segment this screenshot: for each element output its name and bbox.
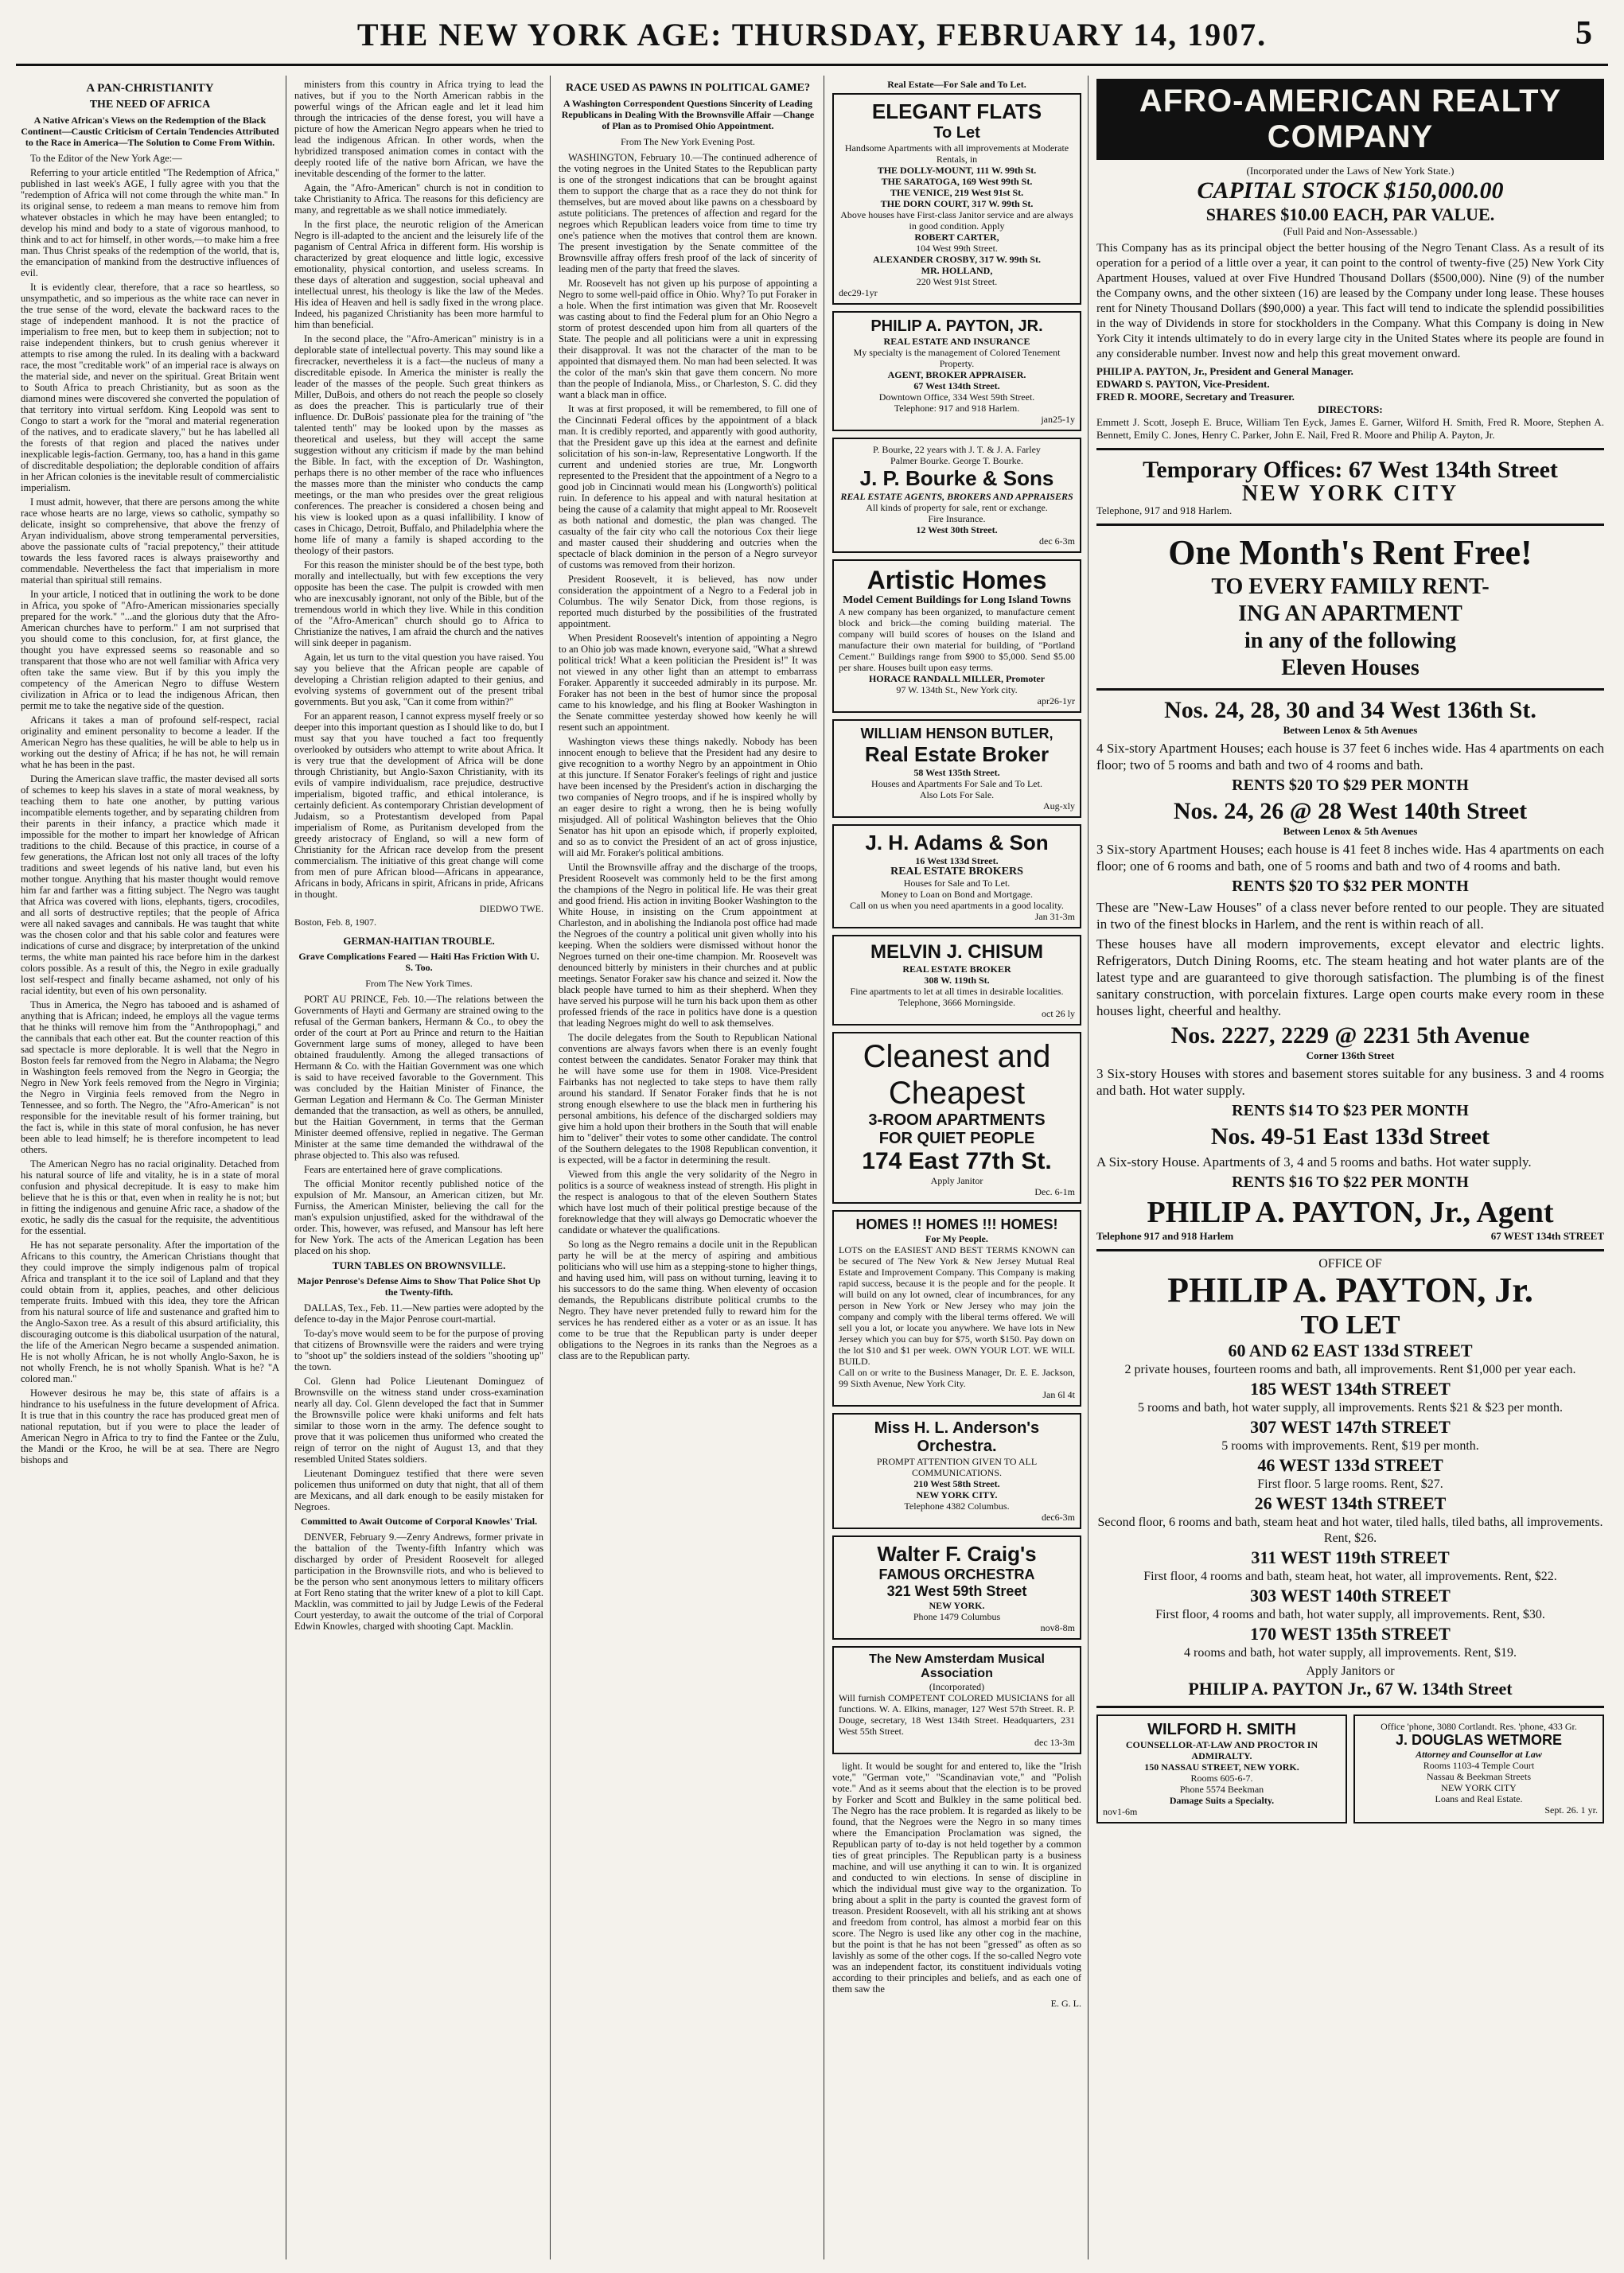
ad-line: 16 West 133d Street. (915, 855, 999, 866)
dateline: Boston, Feb. 8, 1907. (294, 917, 377, 928)
ad-heading: J. P. Bourke & Sons (859, 466, 1054, 490)
realty-banner: AFRO-AMERICAN REALTY COMPANY (1096, 79, 1604, 160)
apply-note: Apply Janitors or (1306, 1664, 1395, 1678)
company-intro: This Company has as its principal object the better housing of the Negro Tenant Class. As a result of its operation for a period of a little over a year, it can point to the control of twenty-five (25) New York City Apartment Houses, valued at over Five Hundred Thousand Dollars ($500,000). Nine (9) of the number the Company owns, and the other sixteen (16) are leased by the Company under long lease. These houses rent for Ninety Thousand Dollars ($90,000) a year. This fact will tend to indicate the splendid possibilities in the way of Dividends in store for stockholders in the Company. What this Company is doing in New York City it intends ultimately to do in every large city in the United States where its people are found in any considerable number. Invest now and help this great movement onward. (1096, 242, 1604, 360)
new-law-note: These are "New-Law Houses" of a class never before rented to our people. They are situated in two of the finest blocks in Harlem, and the rent is within reach of all. (1096, 900, 1604, 932)
tolet-description: First floor. 5 large rooms. Rent, $27. (1257, 1477, 1443, 1491)
ad-line: Damage Suits a Specialty. (1169, 1795, 1275, 1806)
phone: Telephone, 917 and 918 Harlem. (1096, 504, 1233, 516)
paragraph: President Roosevelt, it is believed, has now under consideration the appointment of a Negro to a Federal job in Columbus. The wily Senator Dick, from those regions, is reported much disturbed by the possibilities of the frustrated appointment. (559, 574, 817, 629)
ad-line: All kinds of property for sale, rent or exchange. (866, 502, 1048, 513)
paragraph: However desirous he may be, this state of affairs is a hindrance to his usefulness in the future development of Africa. It is true that in this country the race has produced great men of national reputation, but if you were to place the leader of American Negro in Africa to try to find the Fantee or the Zulu, the Mandi or the Kroo, he will be at sea. There are Negro bishops and (21, 1388, 279, 1465)
paragraph: Thus in America, the Negro has tabooed and is ashamed of anything that is African; indeed, he employs all the vague terms that he thinks will remove him from the "Anthropophagi," and the cannibals that each other eat. But the counter reaction of this sad spectacle is more deplorable. It is well that the Negro in Boston feels far removed from the Negro in Alabama; the Negro in Washington feels removed from the Negro in Georgia; the Negro in New York feels removed from the Negro in Virginia; the Negro in Virginia feels removed from the Negro in Tennessee, and so forth. The Negro, the "Afro-American" is not responsible for the inevitable result of his former training, but the fact is, while in this state of moral confusion, he has never been able to lead himself; he is therefore incompetent to lead others. (21, 999, 279, 1155)
officer: PHILIP A. PAYTON, Jr., President and General Manager. (1096, 365, 1353, 377)
section-label: Real Estate—For Sale and To Let. (887, 79, 1026, 90)
ad-line: NEW YORK. (929, 1600, 985, 1611)
listing-description: 3 Six-story Apartment Houses; each house is 41 feet 8 inches wide. Has 4 apartments on each floor; one of 6 rooms and bath, one of 5 rooms and bath and two of 4 rooms and bath. (1096, 842, 1604, 874)
ad-code: nov8-8m (1040, 1622, 1075, 1633)
column-2 (288, 76, 551, 2259)
masthead-title: THE NEW YORK AGE: THURSDAY, FEBRUARY 14, 1907. (356, 17, 1268, 53)
ad-subheading: COUNSELLOR-AT-LAW AND PROCTOR IN ADMIRALTY. (1125, 1739, 1318, 1761)
ad-subheading: REAL ESTATE BROKER (902, 963, 1011, 975)
tolet-address: 307 WEST 147th STREET (1250, 1417, 1451, 1437)
ad-line: PROMPT ATTENTION GIVEN TO ALL COMMUNICATIONS. (876, 1456, 1038, 1478)
ad-subheading: Model Cement Buildings for Long Island Towns (843, 594, 1071, 606)
paragraph: So long as the Negro remains a docile unit in the Republican party he will be at the mercy of aspiring and ambitious politicians who will use him as a stepping-stone to higher things, and having used him, will pass on without turning, leaving it to his successors to do the same thing. When eleventy of occasion demands, the Republicans distribute political crumbs to the Negro. They have never pretended fully to reward him for the services he has rendered either as a voter or as an issue. It has come to be true that the Republican party is under deeper obligations to the Negroes in its ranks than the Negroes as a class are to the Republican party. (559, 1239, 817, 1361)
paragraph: DENVER, February 9.—Zenry Andrews, former private in the battalion of the Twenty-fifth Infantry which was discharged by order of President Roosevelt for alleged participation in the Brownsville riots, and who is believed to be the person who sent anonymous letters to military officers at Fort Reno stating that the writer knew of a plot to kill Capt. Macklin, was committed to jail by Judge Lewis of the Federal Court yesterday, to await the outcome of the trial of Corporal Edwin Knowles, charged with shooting Capt. Macklin. (294, 1532, 543, 1632)
ad-elegant-flats (832, 93, 1081, 305)
paragraph: It is evidently clear, therefore, that a race so heartless, so unsympathetic, and so imperious as the white race can never in the true sense of the word, elevate the backward races to the stage of independent manhood. It is not the practice of imperialism to free men, but to keep them in subjection; not to raise independent thinkers, but to crush genius wherever it attempts to rise among the ruled. In its dealing with a backward race, the most "creditable work" of an imperial race is always on the material side, and never on the spiritual. Great Britain went to South Africa to preach Christianity, but as soon as the diamond mines were discovered she converted the population of that territory into virtual serfdom. King Leopold was sent to Congo to start a work for the "moral and material regeneration of the natives, and to eradicate slavery," but he has labelled all the forests of that region and placed the natives under inexplicable legis-faction. Germany, too, has a hand in this game of discreditable despoliation; the deplorable condition of affairs in her African colonies is the inevitable result of commercialistic imperialism. (21, 282, 279, 493)
listing-between: Corner 136th Street (1306, 1049, 1395, 1061)
ad-line: THE VENICE, 219 West 91st St. (890, 187, 1024, 198)
ad-code: nov1-6m (1103, 1806, 1138, 1817)
listing-address: Nos. 2227, 2229 @ 2231 5th Avenue (1170, 1022, 1530, 1049)
ad-text: Will furnish COMPETENT COLORED MUSICIANS for all functions. W. A. Elkins, manager, 127 West 57th Street. R. P. Douge, secretary, 18 West 134th Street. Headquarters, 231 West 55th Street. (839, 1692, 1075, 1737)
ad-line: Fine apartments to let at all times in desirable localities. (850, 986, 1064, 997)
paragraph: Col. Glenn had Police Lieutenant Dominguez of Brownsville on the witness stand under cross-examination nearly all day. Col. Glenn developed the fact that in Summer the Brownsville police were khaki uniforms and felt hats similar to those worn in the army. The defence sought to prove that it was policemen thus uniformed who created the reign of terror on the night of August 13, and that they resembled United States soldiers. (294, 1376, 543, 1465)
page-number: 5 (1575, 15, 1592, 52)
ad-line: NEW YORK CITY (1441, 1782, 1517, 1793)
shares: SHARES $10.00 EACH, PAR VALUE. (1205, 204, 1495, 224)
paragraph: In your article, I noticed that in outlining the work to be done in Africa, you spoke of "Afro-American missionaries specially prepared for the work." "...and the glorious duty that the Afro-American churches have to perform." I am not surprised that you should come to this conclusion, for, at first glance, the thought you have expressed seems so reasonable and so transparent that those who are not well familiar with Africa very often take the same view. But if by this you imply the competency of the American Negro to diffuse Western civilization in Africa or to lead the indigenous African, then permit me to take the negative side of the question. (21, 589, 279, 711)
ad-line: 97 W. 134th St., New York city. (896, 684, 1018, 695)
agent-phone: Telephone 917 and 918 Harlem (1096, 1230, 1234, 1242)
tolet-description: 5 rooms with improvements. Rent, $19 per month. (1221, 1439, 1479, 1453)
to-let: TO LET (1300, 1310, 1400, 1340)
ad-line: Telephone, 3666 Morningside. (898, 997, 1016, 1008)
listing-rent: RENTS $16 TO $22 PER MONTH (1232, 1173, 1469, 1191)
paragraph: When President Roosevelt's intention of appointing a Negro to an Ohio job was made known, everyone said, "What a shrewd political trick! What a keen politician the President is!" It was not viewed in any other light than an attempt to embarrass Foraker. Apparently it succeeded admirably in its purpose. Mr. Foraker has not been in the best of humor since the proposal came to his knowledge, and his fling at Booker Washington in the Senate committee yesterday showed how keenly he will resent such an appointment. (559, 632, 817, 733)
article-heading: A PAN-CHRISTIANITY (86, 82, 214, 95)
ad-chisum (832, 935, 1081, 1026)
ad-line: THE DOLLY-MOUNT, 111 W. 99th St. (877, 165, 1037, 176)
tolet-address: 170 WEST 135th STREET (1250, 1624, 1451, 1644)
article-heading: TURN TABLES ON BROWNSVILLE. (332, 1259, 506, 1271)
paragraph: Again, let us turn to the vital question you have raised. You say you believe that the African people are capable of developing a Christian religion adapted to their genius, and evolving systems of government out of the present tribal governments. But you ask, "Can it come from within?" (294, 652, 543, 707)
ad-line: ROBERT CARTER, (914, 232, 999, 243)
paragraph: Again, the "Afro-American" church is not in condition to take Christianity to Africa. The reasons for this deficiency are many, and regrettable as we shall notice immediately. (294, 182, 543, 216)
ad-heading: Artistic Homes (867, 566, 1047, 594)
tolet-description: 2 private houses, fourteen rooms and bath, all improvements. Rent $1,000 per year each. (1124, 1363, 1576, 1376)
ad-heading: Miss H. L. Anderson's Orchestra. (874, 1419, 1040, 1455)
ad-line: Palmer Bourke. George T. Bourke. (890, 455, 1023, 466)
paragraph: For this reason the minister should be of the best type, both morally and intellectually, but with few exceptions the very opposite has been the case. The pulpit is crowded with men who are inexcusably ignorant, not only of the Bible, but of the tremendous world in which they live. While in this condition of the "Afro-American" church should go to Africa to Christianize the natives, I am afraid the church and the natives will sink deeper in paganism. (294, 559, 543, 648)
ad-subheading: FOR QUIET PEOPLE (878, 1130, 1035, 1147)
temporary-offices: Temporary Offices: 67 West 134th Street (1143, 457, 1558, 483)
ad-line: Nassau & Beekman Streets (1427, 1771, 1531, 1782)
ad-homes (832, 1210, 1081, 1407)
capital-stock: CAPITAL STOCK $150,000.00 (1197, 177, 1504, 204)
paragraph: ministers from this country in Africa trying to lead the natives, but if you to the North American rabbis in the powerful wings of the African eagle and let it lead him through the intricacies of the dense forest, you will have a picture of how the American Negro appears when he tried to lead the indigenous African. In other words, when the hybridized transposed animation comes in contact with the deeply rooted life of the native born African, we have the inevitable descending of the former to the latter. (294, 79, 543, 179)
paragraph: Referring to your article entitled "The Redemption of Africa," published in last week's AGE, I fully agree with you that the "redemption of Africa will not come through the white man." In its original sense, to redeem a man means to remove him from whatever obstacles in which he may have been entangled; to develop his mind and body to a state of vigorous manhood, to think and to act for himself, in other words,—to make him a free man. Thus Christ speaks of the redemption of the world, that is, the emancipation of mankind from the destructive influences of evil. (21, 167, 279, 278)
ad-text: Call on or write to the Business Manager, Dr. E. E. Jackson, 99 Sixth Avenue, New York City. (839, 1367, 1075, 1389)
rent-free-line: in any of the following (1244, 629, 1457, 653)
article-deck: Grave Complications Feared — Haiti Has Friction With U. S. Too. (298, 951, 539, 973)
tolet-address: 46 WEST 133d STREET (1257, 1455, 1443, 1475)
ad-code: dec6-3m (1042, 1512, 1075, 1523)
paragraph: He has not separate personality. After the importation of the Africans to this country, the American Christians thought that they could improve the simply indigenous palm of tropical Africa and transplant it to the ice soil of Lapland and that they could obtain from it, applies, peaches, and other delicious temperate fruits. Imbued with this idea, they tore the African from his natural source of life and sustenance and grafted him to the Anglo-Saxon tree. As a result of this absurd artificiality, this discouraging outcome is this diabolical usurpation of the natural, the life of the American Negro became a suspended animation. He is not wholly African, he is not wholly Anglo-Saxon, he is not wholly French, he is not wholly Spanish. What is he? "A colored man." (21, 1240, 279, 1384)
ad-code: Aug-xly (1043, 800, 1075, 812)
ad-line: HORACE RANDALL MILLER, Promoter (868, 673, 1046, 684)
ad-line: Also Lots For Sale. (919, 789, 995, 800)
paragraph: Mr. Roosevelt has not given up his purpose of appointing a Negro to some well-paid office in Ohio. Why? To put Foraker in a hole. When the first intimation was given that Mr. Roosevelt was casting about to find the Federal plum for an Ohio Negro a storm of protest descended upon him from all quarters of the State. The people and all politicians were a unit in expressing their disapproval. It was not the character of the man to be appointed that dismayed them. No man had been selected. It was the color of the man's skin that gave them concern. No more than the people of Indianola, Miss., or Charleston, S. C. did they want a black man in office. (559, 278, 817, 400)
ad-heading: MELVIN J. CHISUM (870, 941, 1043, 963)
ad-code: dec 13-3m (1034, 1737, 1075, 1748)
listing-address: Nos. 24, 26 @ 28 West 140th Street (1173, 798, 1528, 824)
office-of: OFFICE OF (1318, 1257, 1382, 1271)
ad-line: NEW YORK CITY. (916, 1489, 998, 1500)
improvements-note: These houses have all modern improvements, except elevator and electric lights. Refrigerators, Dutch Dining Rooms, etc. The steam heating and hot water plants are of the latest type and are guaranteed to give thorough satisfaction. The plumbing is of the finest sanitary construction, with porcelain fixtures. Large open courts make every room in these houses light, cheerful and healthy. (1096, 936, 1604, 1018)
ad-code: Jan 6l 4t (1042, 1389, 1075, 1400)
divider (1096, 448, 1604, 450)
ad-butler (832, 719, 1081, 818)
listing-address: Nos. 49-51 East 133d Street (1210, 1123, 1490, 1150)
masthead (0, 0, 1624, 70)
paragraph: WASHINGTON, February 10.—The continued adherence of the voting negroes in the United States to the Republican party is one of the strongest indications that can be brought against them to support the charge that as a race they do not think for themselves, but are moved about like pawns on a chessboard by astute politicians. The pretences of affection and regard for the negroes which Republican leaders voice from time to time try one's patience when the motives that control them are known. The present investigation by the Senate committee of the Brownsville affray offers fresh proof of the lack of sincerity of leading men of the party that freed the slaves. (559, 152, 817, 274)
listing-address: Nos. 24, 28, 30 and 34 West 136th St. (1164, 697, 1536, 723)
ad-subheading: 3-ROOM APARTMENTS (868, 1111, 1046, 1129)
ad-line: Apply Janitor (930, 1175, 983, 1186)
ad-heading: J. H. Adams & Son (865, 831, 1049, 854)
city: NEW YORK CITY (1241, 481, 1459, 506)
ad-line: 58 West 135th Street. (913, 767, 1000, 778)
divider (1096, 523, 1604, 526)
tolet-description: Second floor, 6 rooms and bath, steam heat and hot water, tiled halls, tiled baths, all improvements. Rent, $26. (1097, 1516, 1603, 1545)
paragraph: The docile delegates from the South to Republican National conventions are always favors when there is an evenly fought contest between the candidates. Senator Foraker may think that he will have some use for them in 1908. Vice-President Fairbanks has not neglected to take steps to have them rally around his standard. If Senator Foraker finds that he is not strong enough elsewhere to use the black men in furthering his personal ambitions, his defence of the discharged soldiers may give him a hold upon their brothers in the South that will enable him to "deliver" their votes to some other candidate. The control of the Southern delegates to the 1908 Republican convention, it is expected, will be a factor in determining the result. (559, 1032, 817, 1166)
paragraph: light. It would be sought for and entered to, like the "Irish vote," "German vote," "Scandinavian vote," and "Polish vote." And as it seems about that the election is to be proved by Forker and Scott and Bulkley in the same political bed. The Negro has the race problem. It is regarded as likely to be found, that the Negroes were the Negro in so many times where the Emancipation Proclamation was signed, the Republican party of to-day is not held together by a common ties of great principles. The Republican party is a business machine, and will use anything it can to win. It is organized and conducted to win elections. In sense of discipline in which the individual must give way to the organization. To bring about a split in the party is counted the gravest form of treason. President Roosevelt, with all his striking ant at shows and freedom from control, has almost a morbid fear on this score. The Negro is used like any other cog in the machine, but the point is that he has not been "gressed" as often as so lavishly as some of the other cogs. If the so-called Negro vote was an independent factor, its constituent individuals voting according to their principles and beliefs, and as each one of them saw the (832, 1761, 1081, 1995)
ad-line: My specialty is the management of Colored Tenement Property. (853, 347, 1061, 369)
law-cards (1096, 1714, 1604, 1830)
ad-code: oct 26 ly (1042, 1008, 1075, 1019)
paragraph: To-day's move would seem to be for the purpose of proving that citizens of Brownsville were the raiders and were trying to "shoot up" the soldiers instead of the soldiers "shooting up" the town. (294, 1328, 543, 1372)
ad-subheading: For My People. (925, 1233, 988, 1244)
ad-code: Jan 31-3m (1034, 911, 1075, 922)
rent-free-line: ING AN APARTMENT (1238, 601, 1462, 626)
paragraph: For an apparent reason, I cannot express myself freely or so deeper into this important question as I should like to do, but I must say that you have touched a fact too frequently overlooked by outsiders who attempt to write about Africa. It is very true that the development of Africa will be done through Christianity, but Anglo-Saxon Christianity, with its evils of vampire individualism, race prejudice, destructive imperialism, bigoted traffic, and ethical intolerance, is certainly deficient. As contemporary Christian development of Judaism, so a Protestantism developed from Papal imperialism of Rome, as Puritanism developed from the greedy aristocracy of England, so will a new form of Christianity for the African race develop from the present commercialism. The initiative of this great change will come from men of pure African blood—Africans in appearance, Africans in body, Africans in spirit, Africans in pride, Africans in thought. (294, 710, 543, 900)
ad-code: dec29-1yr (839, 287, 878, 298)
divider (1096, 688, 1604, 691)
divider (1096, 1706, 1604, 1708)
ad-heading: WILFORD H. SMITH (1147, 1721, 1296, 1738)
ad-line: THE DORN COURT, 317 W. 99th St. (880, 198, 1034, 209)
ad-line: 104 West 99th Street. (916, 243, 998, 254)
ad-line: 150 NASSAU STREET, NEW YORK. (1144, 1761, 1299, 1773)
paragraph: In the first place, the neurotic religion of the American Negro is ill-adapted to the ancient and the leisurely life of the paganism of Central Africa in different form. His worship is characterized by great eloquence and little logic, excessive emotionality, physical contortion, and useless screams. In these days of alteration and suggestion, social upheaval and intellectual unrest, his theology is like the law of the Medes. His idea of Heaven and hell is sadly fixed in the wrong place. Indeed, his paganized Christianity has been more harmful to him than beneficial. (294, 219, 543, 330)
ad-line: Telephone: 917 and 918 Harlem. (894, 403, 1020, 414)
signature: DIEDWO TWE. (479, 903, 543, 914)
listing-rent: RENTS $20 TO $29 PER MONTH (1232, 776, 1469, 794)
ad-line: AGENT, BROKER APPRAISER. (887, 369, 1026, 380)
ad-address: 321 West 59th Street (886, 1583, 1027, 1599)
office-name: PHILIP A. PAYTON, Jr. (1167, 1271, 1533, 1310)
ad-line: ALEXANDER CROSBY, 317 W. 99th St. (873, 254, 1041, 265)
listing-between: Between Lenox & 5th Avenues (1283, 825, 1418, 837)
ad-heading: Cheapest (888, 1076, 1026, 1111)
ad-line: Houses and Apartments For Sale and To Let. (871, 778, 1042, 789)
ad-heading: WILLIAM HENSON BUTLER, (860, 726, 1053, 741)
ad-heading: Cleanest and (863, 1039, 1051, 1074)
ad-line: 67 West 134th Street. (913, 380, 1000, 391)
ad-wetmore (1353, 1714, 1604, 1823)
ad-anderson-orchestra (832, 1413, 1081, 1529)
listing-description: 4 Six-story Apartment Houses; each house is 37 feet 6 inches wide. Has 4 apartments on each floor; two of 5 rooms and bath and two of 4 rooms and bath. (1096, 741, 1604, 773)
article-deck: A Native African's Views on the Redemption of the Black Continent—Caustic Criticism of Certain Tendencies Attributed to the Race in America—The Solution to Come From Within. (21, 115, 279, 148)
salutation: To the Editor of the New York Age:— (30, 153, 182, 164)
paragraph: The official Monitor recently published notice of the expulsion of Mr. Mansour, an American citizen, but Mr. Furniss, the American Minister, believing the call for the man's expulsion unjustified, asked for the withdrawal of the order. This, however, was refused, and Mansour has left here for New York. The acts of the American Legation has been placed on his shop. (294, 1178, 543, 1256)
agent-address: 67 WEST 134th STREET (1490, 1230, 1604, 1242)
article-heading: Committed to Await Outcome of Corporal Knowles' Trial. (300, 1516, 538, 1527)
ad-subheading: REAL ESTATE BROKERS (890, 866, 1023, 878)
ad-line: Rooms 1103-4 Temple Court (1423, 1760, 1535, 1771)
ad-text: A new company has been organized, to manufacture cement block and brick—the coming building material. The company will build scores of houses on the Island and manufacture their own material for building, of "Portland Cement." Buildings range from $900 to $5,000. Send $5.00 per share. Houses built upon easy terms. (839, 606, 1075, 673)
agent-contact (1096, 1230, 1604, 1243)
paragraph: I must admit, however, that there are persons among the white race whose hearts are no large, views so catholic, sympathy so delicate, insight so comprehensive, that above the frenzy of Aryan individualism, above strong temperamental perversities, above the passionate cults of "racial prepotency," their attitude towards the less favored races is always praiseworthy and commendable. Nevertheless the fact that imperialism in more material than spiritual still remains. (21, 496, 279, 586)
paragraph: In the second place, the "Afro-American" ministry is in a deplorable state of intellectual poverty. This may sound like a firecracker, nevertheless it is a fact—the nucleus of many a discreditable episode. In America the minister is really the leader of the masses of the people. Such great thinkers as Miller, DuBois, and others do not reach the people so closely as does the preacher. This is particularly true of their influence. Dr. DuBois' passionate plea for the training of "the talented tenth" may be looked upon by the masses as theoretical and useless, but they will accept the same suggestion without any criticism if made by the man behind the Bible. In fact, with the exception of Dr. Washington, perhaps there is no other member of the race who influences the masses more than the minister who conducts the camp meetings, or the man who presides over the great religious conferences. The preacher is considered a chosen being and his view is looked upon as a quasi infallibility. I know of cases in Chicago, Detroit, Buffalo, and Philadelphia where the home life of many a family is shaped according to the theology of their pastors. (294, 333, 543, 556)
ad-line: 210 West 58th Street. (913, 1478, 1000, 1489)
paragraph: The American Negro has no racial originality. Detached from his natural source of life and vitality, he is in a state of moral confusion and physical decrepitude. It is easy to make him believe that he is this or that, even when in reality he is not; but in fitting the indigenous and genuine Afric race, a shadow of the exotic, he sadly dis the casual for the requisite, the adventitious for the essential. (21, 1158, 279, 1236)
article-deck: Major Penrose's Defense Aims to Show That Police Shot Up the Twenty-fifth. (297, 1275, 541, 1298)
divider (1096, 1249, 1604, 1251)
ad-code: apr26-1yr (1037, 695, 1075, 706)
listing-description: A Six-story House. Apartments of 3, 4 and 5 rooms and baths. Hot water supply. (1096, 1154, 1532, 1170)
ad-code: jan25-1y (1041, 414, 1075, 425)
ad-code: Sept. 26. 1 yr. (1544, 1804, 1598, 1816)
signature: E. G. L. (1050, 1998, 1081, 2009)
tolet-description: 5 rooms and bath, hot water supply, all improvements. Rents $21 & $23 per month. (1138, 1401, 1563, 1415)
ad-line: THE SARATOGA, 169 West 99th St. (881, 176, 1033, 187)
listing-rent: RENTS $14 TO $23 PER MONTH (1232, 1102, 1469, 1119)
ad-line: 308 W. 119th St. (924, 975, 990, 986)
tolet-address: 185 WEST 134th STREET (1250, 1379, 1451, 1399)
article-deck: A Washington Correspondent Questions Sincerity of Leading Republicans in Dealing With the Brownsville Affair —Change of Plan as to Promised Ohio Appointment. (561, 98, 815, 131)
ad-subheading: REAL ESTATE AGENTS, BROKERS AND APPRAISERS (840, 491, 1073, 502)
paragraph: DALLAS, Tex., Feb. 11.—New parties were adopted by the defence to-day in the Major Penrose court-martial. (294, 1302, 543, 1325)
ad-line: Phone 5574 Beekman (1179, 1784, 1264, 1795)
ad-line: 220 West 91st Street. (916, 276, 998, 287)
article-subheading: THE NEED OF AFRICA (89, 99, 211, 111)
ad-line: Call on us when you need apartments in a good locality. (850, 900, 1064, 911)
ad-line: MR. HOLLAND, (921, 265, 993, 276)
directors-list: Emmett J. Scott, Joseph E. Bruce, William Ten Eyck, James E. Garner, Wilford H. Smith, Fred R. Moore, Stephen A. Bennett, Emily C. Jones, Henry C. Parker, John E. Nail, Fred R. Moore and Philip A. Payton, Jr. (1096, 416, 1604, 441)
tolet-description: First floor, 4 rooms and bath, steam heat, hot water, all improvements. Rent, $22. (1143, 1570, 1557, 1583)
ad-line: Houses for Sale and To Let. (903, 878, 1011, 889)
agent-name: PHILIP A. PAYTON, Jr., Agent (1147, 1196, 1554, 1229)
incorporated-note: (Incorporated under the Laws of New York State.) (1246, 165, 1455, 177)
listing-rent: RENTS $20 TO $32 PER MONTH (1232, 878, 1469, 895)
ad-line: Office 'phone, 3080 Cortlandt. Res. 'phone, 433 Gr. (1381, 1721, 1577, 1732)
ad-subheading: REAL ESTATE AND INSURANCE (883, 336, 1030, 347)
paragraph: PORT AU PRINCE, Feb. 10.—The relations between the Governments of Hayti and Germany are strained owing to the refusal of the German bankers, Hermann & Co., to obey the order of the court at Port au Prince and return to the Haitian Government large sums of money, alleged to have been obtained fraudulently. Among the alleged transactions of Hermann & Co. with the Haitian Government was one which is said to have received favorable to the Government. This was concluded by the Haitian Minister of Finance, the German Legation and Hermann & Co. The German Minister demanded that the transaction, as well as others, be annulled, but the Haitian Government, in terms that the German Minister deemed offensive, replied in negative. The German Minister at the same time demanded the withdrawal of the phrase objected to. This also was refused. (294, 994, 543, 1161)
tolet-description: First floor, 4 rooms and bath, hot water supply, all improvements. Rent, $30. (1155, 1608, 1545, 1621)
ad-heading: Walter F. Craig's (877, 1542, 1037, 1566)
paragraph: Africans it takes a man of profound self-respect, racial originality and eminent personality to become a leader. If the American Negro has these qualities, he will be able to help us in working out the destiny of Africa; if he has not, he will remain what he has been in the past. (21, 714, 279, 770)
directors-title: DIRECTORS: (1318, 403, 1383, 415)
ad-heading: ELEGANT FLATS (871, 99, 1042, 123)
ad-address: 174 East 77th St. (862, 1148, 1052, 1174)
paragraph: It was at first proposed, it will be remembered, to fill one of the Cincinnati Federal offices by the appointment of a black man. It is credibly reported, and apparently with good authority, that the President gave up this idea at the earnest and definite solicitation of his son-in-law, Representative Longworth. If the current and undenied stories are true, Mr. Longworth represented to the President that the appointment of a Negro to a good job in Cincinnati would mean his (Longworth's) political ruin. In deference to his appeal and with natural hesitation at being the cause of a calamity that might appeal to Mr. Roosevelt as both national and domestic, the plan was changed. The casualty of the fair city who call the notorious Cox their liege and master caused their shuddering and outcries when the spectacle of black dominion in the person of a Negro surveyor of customs was removed from their horizon. (559, 403, 817, 570)
ad-line: Phone 1479 Columbus (913, 1611, 1001, 1622)
ad-line: Handsome Apartments with all improvements at Moderate Rentals, in (844, 142, 1069, 165)
ad-subheading: To Let (933, 124, 980, 142)
assess-note: (Full Paid and Non-Assessable.) (1283, 225, 1418, 237)
tolet-address: 311 WEST 119th STREET (1251, 1547, 1450, 1567)
ad-craig-orchestra (832, 1535, 1081, 1640)
ad-code: Dec. 6-1m (1034, 1186, 1075, 1197)
ad-subheading: FAMOUS ORCHESTRA (878, 1567, 1035, 1582)
ad-new-amsterdam (832, 1646, 1081, 1754)
masthead-rule (16, 64, 1608, 66)
article-heading: RACE USED AS PAWNS IN POLITICAL GAME? (565, 82, 810, 94)
ad-text: LOTS on the EASIEST AND BEST TERMS KNOWN can be secured of The New York & New Jersey Mutual Real Estate and Improvement Company. This Company is making rapid success, because it is the people and for the people. It will build on any lot owned, clear of incumbrances, for any person in New York or New Jersey who may join the company and comply with the liberal terms offered. We will sell you a lot, or locate you anywhere. We have lots in New Jersey which you can buy for $75, worth $150. Pay down on the lot $10 and $1 per week. OWN YOUR LOT. WE WILL BUILD. (839, 1244, 1075, 1367)
ad-line: Money to Loan on Bond and Mortgage. (881, 889, 1033, 900)
ad-line: Above houses have First-class Janitor service and are always in good condition. Apply (840, 209, 1073, 232)
ad-subheading: Attorney and Counsellor at Law (1416, 1749, 1542, 1760)
ad-heading: PHILIP A. PAYTON, JR. (870, 317, 1043, 335)
tolet-address: 303 WEST 140th STREET (1250, 1586, 1451, 1606)
paragraph: Fears are entertained here of grave complications. (304, 1164, 503, 1175)
officer: EDWARD S. PAYTON, Vice-President. (1096, 378, 1270, 390)
rent-free-line: Eleven Houses (1281, 656, 1420, 680)
ad-heading: HOMES !! HOMES !!! HOMES! (855, 1216, 1058, 1232)
article-source: From The New York Evening Post. (621, 136, 755, 147)
ad-code: dec 6-3m (1039, 535, 1075, 547)
paragraph: Lieutenant Dominguez testified that there were seven policemen thus uniformed on duty that night, that all of them are Mexicans, and all dark enough to be easily mistaken for Negroes. (294, 1468, 543, 1512)
ad-line: Telephone 4382 Columbus. (904, 1500, 1010, 1512)
ad-line: Rooms 605-6-7. (1190, 1773, 1253, 1784)
listing-description: 3 Six-story Houses with stores and basement stores suitable for any business. 3 and 4 rooms and bath. Hot water supply. (1096, 1066, 1604, 1098)
ad-subheading: Real Estate Broker (864, 742, 1050, 766)
ad-line: Fire Insurance. (928, 513, 986, 524)
tolet-description: 4 rooms and bath, hot water supply, all improvements. Rent, $19. (1183, 1646, 1517, 1660)
ad-adams (832, 824, 1081, 928)
ad-wilford-smith (1096, 1714, 1347, 1823)
article-source: From The New York Times. (365, 978, 473, 989)
ad-line: P. Bourke, 22 years with J. T. & J. A. Farley (873, 444, 1041, 455)
paragraph: Viewed from this angle the very solidarity of the Negro in politics is a source of weakness instead of strength. His plight in the respect is analogous to that of the eleven Southern States which have lost much of their political prestige because of the foreknowledge that they will always go Democratic whoever the candidate or whatever the qualifications. (559, 1169, 817, 1236)
ad-heading: The New Amsterdam Musical Association (869, 1652, 1045, 1680)
listing-between: Between Lenox & 5th Avenues (1283, 724, 1418, 736)
ad-line: 12 West 30th Street. (916, 524, 998, 535)
article-heading: GERMAN-HAITIAN TROUBLE. (343, 935, 495, 947)
column-5 (1090, 76, 1610, 2259)
ad-bourke (832, 438, 1081, 553)
paragraph: Washington views these things nakedly. Nobody has been innocent enough to believe that the President had any desire to give recognition to a worthy Negro by an appointment in Ohio at this juncture. If Senator Foraker's feelings of right and justice have been incensed by the President's action in discharging the two companies of Negro troops, and if he is inspired wholly by an eager desire to right a wrong, then he is being wofully misjudged. All of political Washington believes that the Ohio Senator has hit upon an episode which, if properly exploited, and so as to convict the President of an act of gross injustice, will aid Mr. Foraker's political ambitions. (559, 736, 817, 858)
ad-artistic-homes (832, 559, 1081, 713)
tolet-address: 60 AND 62 EAST 133d STREET (1228, 1341, 1473, 1360)
rent-free-heading: One Month's Rent Free! (1168, 533, 1532, 572)
ad-heading: J. DOUGLAS WETMORE (1395, 1732, 1562, 1748)
column-3 (552, 76, 824, 2259)
paragraph: Until the Brownsville affray and the discharge of the troops, President Roosevelt was commonly held to be the first among the champions of the Negro in political life. He was their great and good friend. His action in inviting Booker Washington to the White House, in insisting on the Crum appointment at Charleston, and in abolishing the Indianola post office had made the Negroes of the country a political unit given wholly into his keeping. When the soldiers were dismissed without honor the Negroes turned on their one-time champion. Mr. Roosevelt was denounced bitterly by ministers in their churches and at public meetings. Senator Foraker saw his chance and seized it. Now the black people have turned to him as their shepherd. When they have served his purpose will he turn his back upon them as other professed friends of the race in politics have done is a question that leading Negroes might do well to ask themselves. (559, 862, 817, 1029)
officer: FRED R. MOORE, Secretary and Treasurer. (1096, 391, 1295, 403)
ad-payton-real-estate (832, 311, 1081, 431)
ad-cleanest-cheapest (832, 1032, 1081, 1204)
paragraph: During the American slave traffic, the master devised all sorts of schemes to keep his slaves in a state of moral weakness, by teaching them to hate one another, by putting various incompatible elements together, and by separating children from their parents in their infancy, a practice which made it impossible for the mother to impart her knowledge of African traditions to the child. Because of this practice, in course of a few generations, the African lost not only all traces of the lofty traditions and sweet legends of his native land, but even his mother tongue. Anything that his master thought would remove him far and farther was a fitting subject. The Negro was taught that Africa was covered with lions, elephants, tigers, crocodiles, and all sorts of destructive reptiles; that the people of Africa were all naked savages and cannibals. He was taught that white was the chosen color and that his sable color and features were indications of curse and disgrace; by interpretation of the unkind terms, the white man painted his race before him in the darkest colors possible. As a result of this, the Negro in exile gradually lost self-respect and finally became ashamed, not only of his racial identity, but even of his own personality. (21, 773, 279, 996)
ad-subheading: (Incorporated) (929, 1681, 985, 1692)
tolet-address: 26 WEST 134th STREET (1254, 1493, 1447, 1513)
rent-free-line: TO EVERY FAMILY RENT- (1211, 574, 1490, 599)
ad-line: Downtown Office, 334 West 59th Street. (878, 391, 1035, 403)
column-4 (826, 76, 1089, 2259)
ad-line: Loans and Real Estate. (1435, 1793, 1523, 1804)
column-1 (14, 76, 286, 2259)
apply-name: PHILIP A. PAYTON Jr., 67 W. 134th Street (1188, 1679, 1513, 1699)
